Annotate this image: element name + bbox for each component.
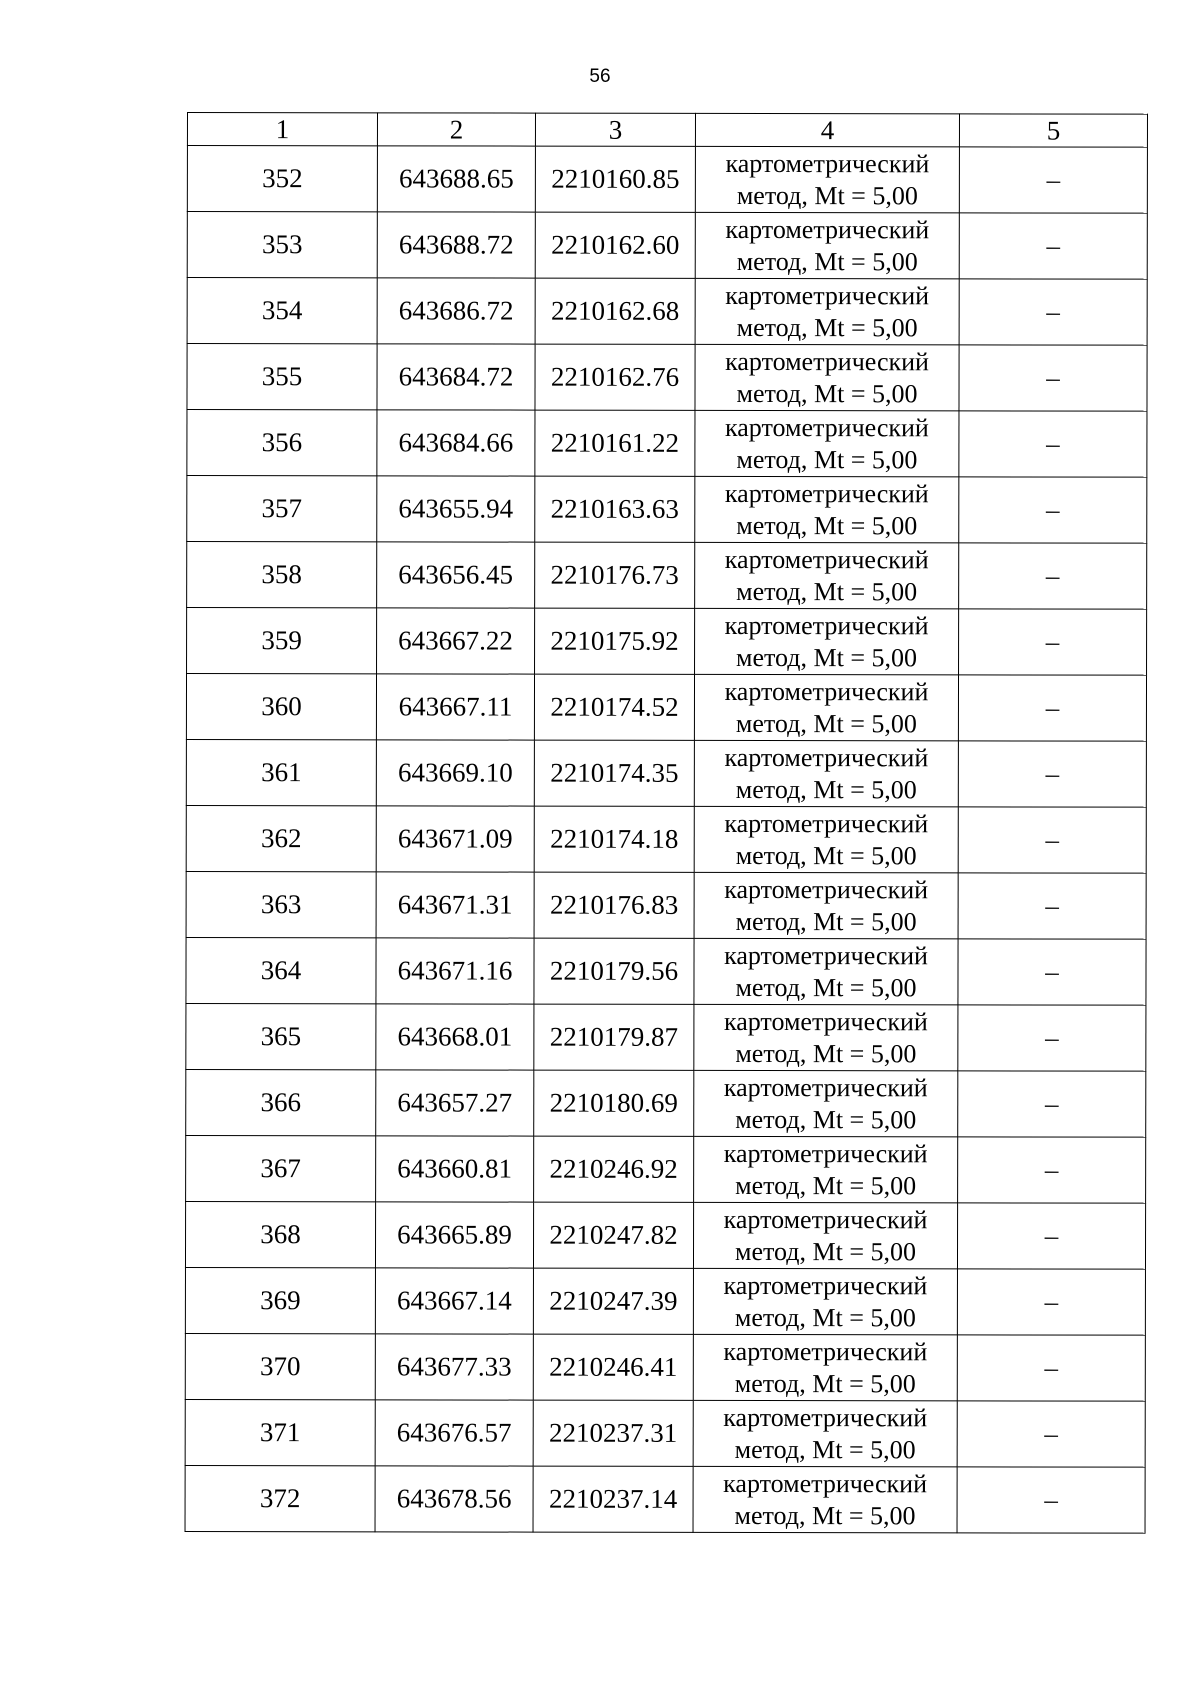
y-coordinate-cell: 2210162.76 <box>535 344 695 410</box>
header-col-1: 1 <box>187 113 377 146</box>
y-coordinate-cell: 2210176.83 <box>534 872 694 938</box>
note-cell: – <box>959 411 1147 477</box>
method-cell <box>694 1136 958 1202</box>
method-cell <box>695 212 959 278</box>
table-row <box>185 1399 1145 1467</box>
table-row <box>187 212 1147 280</box>
table-row <box>185 1267 1145 1335</box>
x-coordinate-cell: 643665.89 <box>375 1202 533 1268</box>
x-coordinate-cell: 643657.27 <box>376 1070 534 1136</box>
page-number: 56 <box>589 66 611 87</box>
table-row <box>185 1465 1145 1533</box>
method-line-2: метод, Mt = 5,00 <box>735 972 917 1002</box>
y-coordinate-cell: 2210174.52 <box>534 674 694 740</box>
point-number-cell: 360 <box>186 674 376 740</box>
note-cell: – <box>957 1269 1145 1335</box>
table-row <box>186 1003 1146 1071</box>
note-cell: – <box>958 1137 1146 1203</box>
y-coordinate-cell: 2210163.63 <box>535 476 695 542</box>
method-line-2: метод, Mt = 5,00 <box>736 444 918 474</box>
method-line-1: картометрический <box>724 940 928 970</box>
table-row <box>186 1135 1146 1203</box>
table-row <box>185 1201 1145 1269</box>
x-coordinate-cell: 643667.11 <box>376 674 534 740</box>
method-line-2: метод, Mt = 5,00 <box>735 840 917 870</box>
x-coordinate-cell: 643669.10 <box>376 740 534 806</box>
method-line-2: метод, Mt = 5,00 <box>734 1434 916 1464</box>
method-line-2: метод, Mt = 5,00 <box>735 1104 917 1134</box>
x-coordinate-cell: 643688.72 <box>377 212 535 278</box>
method-cell <box>694 1004 958 1070</box>
method-line-1: картометрический <box>725 412 929 442</box>
method-line-2: метод, Mt = 5,00 <box>736 180 918 210</box>
method-line-2: метод, Mt = 5,00 <box>735 1038 917 1068</box>
header-col-4: 4 <box>695 113 959 146</box>
table-row <box>186 871 1146 939</box>
table-body <box>185 146 1147 1534</box>
method-cell <box>695 344 959 410</box>
y-coordinate-cell: 2210246.41 <box>533 1334 693 1400</box>
y-coordinate-cell: 2210174.18 <box>534 806 694 872</box>
point-number-cell: 370 <box>185 1333 375 1399</box>
x-coordinate-cell: 643671.16 <box>376 938 534 1004</box>
table-row <box>185 1333 1145 1401</box>
method-line-2: метод, Mt = 5,00 <box>735 708 917 738</box>
method-cell <box>694 1070 958 1136</box>
point-number-cell: 356 <box>187 410 377 476</box>
note-cell: – <box>959 543 1147 609</box>
note-cell: – <box>958 1071 1146 1137</box>
note-cell: – <box>958 1005 1146 1071</box>
method-line-1: картометрический <box>723 1336 928 1366</box>
y-coordinate-cell: 2210162.60 <box>535 212 695 278</box>
x-coordinate-cell: 643676.57 <box>375 1400 533 1466</box>
method-cell <box>693 1334 957 1400</box>
method-line-1: картометрический <box>723 1468 928 1498</box>
note-cell: – <box>959 345 1147 411</box>
point-number-cell: 358 <box>187 542 377 608</box>
method-cell <box>694 872 958 938</box>
point-number-cell: 355 <box>187 344 377 410</box>
method-cell <box>694 674 958 740</box>
table-row <box>186 805 1146 873</box>
y-coordinate-cell: 2210179.87 <box>534 1004 694 1070</box>
x-coordinate-cell: 643677.33 <box>375 1334 533 1400</box>
method-line-1: картометрический <box>724 676 929 706</box>
method-line-1: картометрический <box>725 280 930 310</box>
header-row <box>187 113 1147 148</box>
method-line-2: метод, Mt = 5,00 <box>734 1302 916 1332</box>
x-coordinate-cell: 643671.31 <box>376 872 534 938</box>
x-coordinate-cell: 643678.56 <box>375 1466 533 1532</box>
method-line-2: метод, Mt = 5,00 <box>735 906 917 936</box>
y-coordinate-cell: 2210161.22 <box>535 410 695 476</box>
note-cell: – <box>957 1335 1145 1401</box>
header-col-5: 5 <box>959 114 1147 147</box>
note-cell: – <box>959 213 1147 279</box>
point-number-cell: 366 <box>186 1069 376 1135</box>
method-cell <box>695 476 959 542</box>
method-cell <box>695 146 959 212</box>
method-line-1: картометрический <box>723 1072 928 1102</box>
point-number-cell: 361 <box>186 739 376 805</box>
x-coordinate-cell: 643688.65 <box>377 146 535 212</box>
method-line-2: метод, Mt = 5,00 <box>736 510 918 540</box>
method-cell <box>695 608 959 674</box>
method-line-1: картометрический <box>723 1402 928 1432</box>
table-row <box>187 608 1147 676</box>
note-cell: – <box>958 675 1146 741</box>
x-coordinate-cell: 643667.14 <box>375 1268 533 1334</box>
point-number-cell: 367 <box>186 1135 376 1201</box>
point-number-cell: 362 <box>186 805 376 871</box>
x-coordinate-cell: 643655.94 <box>377 476 535 542</box>
y-coordinate-cell: 2210180.69 <box>534 1070 694 1136</box>
y-coordinate-cell: 2210176.73 <box>535 542 695 608</box>
method-line-1: картометрический <box>724 874 929 904</box>
x-coordinate-cell: 643671.09 <box>376 806 534 872</box>
table-row <box>186 739 1146 807</box>
note-cell: – <box>958 939 1146 1005</box>
method-cell <box>695 542 959 608</box>
note-cell: – <box>959 279 1147 345</box>
method-cell <box>694 938 958 1004</box>
method-line-1: картометрический <box>724 610 929 640</box>
x-coordinate-cell: 643684.72 <box>377 344 535 410</box>
note-cell: – <box>959 477 1147 543</box>
coordinates-table <box>185 112 1148 1534</box>
method-line-1: картометрический <box>725 214 930 244</box>
y-coordinate-cell: 2210247.82 <box>533 1202 693 1268</box>
method-line-1: картометрический <box>723 1204 928 1234</box>
method-line-2: метод, Mt = 5,00 <box>734 1500 916 1530</box>
method-line-1: картометрический <box>724 544 929 574</box>
point-number-cell: 352 <box>187 146 377 212</box>
y-coordinate-cell: 2210175.92 <box>535 608 695 674</box>
table-row <box>186 1069 1146 1137</box>
method-cell <box>693 1466 957 1532</box>
point-number-cell: 368 <box>185 1201 375 1267</box>
note-cell: – <box>958 741 1146 807</box>
method-line-2: метод, Mt = 5,00 <box>736 576 918 606</box>
method-line-2: метод, Mt = 5,00 <box>734 1368 916 1398</box>
point-number-cell: 354 <box>187 278 377 344</box>
x-coordinate-cell: 643668.01 <box>376 1004 534 1070</box>
y-coordinate-cell: 2210246.92 <box>534 1136 694 1202</box>
x-coordinate-cell: 643656.45 <box>377 542 535 608</box>
method-line-2: метод, Mt = 5,00 <box>736 312 918 342</box>
y-coordinate-cell: 2210162.68 <box>535 278 695 344</box>
method-line-1: картометрический <box>724 808 929 838</box>
y-coordinate-cell: 2210174.35 <box>534 740 694 806</box>
point-number-cell: 371 <box>185 1399 375 1465</box>
point-number-cell: 372 <box>185 1465 375 1531</box>
note-cell: – <box>958 807 1146 873</box>
method-line-2: метод, Mt = 5,00 <box>735 1170 917 1200</box>
note-cell: – <box>957 1203 1145 1269</box>
note-cell: – <box>959 147 1147 213</box>
x-coordinate-cell: 643667.22 <box>377 608 535 674</box>
method-cell <box>695 278 959 344</box>
method-cell <box>693 1400 957 1466</box>
table-row <box>187 146 1147 214</box>
note-cell: – <box>958 873 1146 939</box>
method-cell <box>695 410 959 476</box>
table-row <box>187 542 1147 610</box>
method-line-1: картометрический <box>725 148 930 178</box>
table-row <box>187 476 1147 544</box>
table-row <box>187 410 1147 478</box>
point-number-cell: 363 <box>186 871 376 937</box>
table-header <box>187 113 1147 148</box>
y-coordinate-cell: 2210237.14 <box>533 1466 693 1532</box>
method-line-2: метод, Mt = 5,00 <box>735 774 917 804</box>
method-line-1: картометрический <box>723 1138 928 1168</box>
point-number-cell: 365 <box>186 1003 376 1069</box>
x-coordinate-cell: 643660.81 <box>376 1136 534 1202</box>
method-line-2: метод, Mt = 5,00 <box>736 642 918 672</box>
method-line-1: картометрический <box>723 1270 928 1300</box>
x-coordinate-cell: 643684.66 <box>377 410 535 476</box>
note-cell: – <box>957 1401 1145 1467</box>
y-coordinate-cell: 2210160.85 <box>535 146 695 212</box>
y-coordinate-cell: 2210179.56 <box>534 938 694 1004</box>
point-number-cell: 353 <box>187 212 377 278</box>
method-line-2: метод, Mt = 5,00 <box>736 378 918 408</box>
x-coordinate-cell: 643686.72 <box>377 278 535 344</box>
table-row <box>187 278 1147 346</box>
method-cell <box>693 1268 957 1334</box>
point-number-cell: 359 <box>187 608 377 674</box>
table-row <box>187 344 1147 412</box>
point-number-cell: 369 <box>185 1267 375 1333</box>
y-coordinate-cell: 2210247.39 <box>533 1268 693 1334</box>
header-col-2: 2 <box>377 113 535 146</box>
method-cell <box>694 806 958 872</box>
method-line-1: картометрический <box>723 1006 928 1036</box>
method-line-1: картометрический <box>724 742 929 772</box>
method-line-1: картометрический <box>725 346 929 376</box>
header-col-3: 3 <box>535 113 695 146</box>
point-number-cell: 364 <box>186 937 376 1003</box>
method-cell <box>693 1202 957 1268</box>
method-line-1: картометрический <box>724 478 929 508</box>
point-number-cell: 357 <box>187 476 377 542</box>
method-line-2: метод, Mt = 5,00 <box>734 1236 917 1266</box>
note-cell: – <box>959 609 1147 675</box>
note-cell: – <box>957 1467 1145 1533</box>
table-row <box>186 937 1146 1005</box>
table-row <box>186 674 1146 742</box>
method-line-2: метод, Mt = 5,00 <box>736 246 918 276</box>
method-cell <box>694 740 958 806</box>
y-coordinate-cell: 2210237.31 <box>533 1400 693 1466</box>
